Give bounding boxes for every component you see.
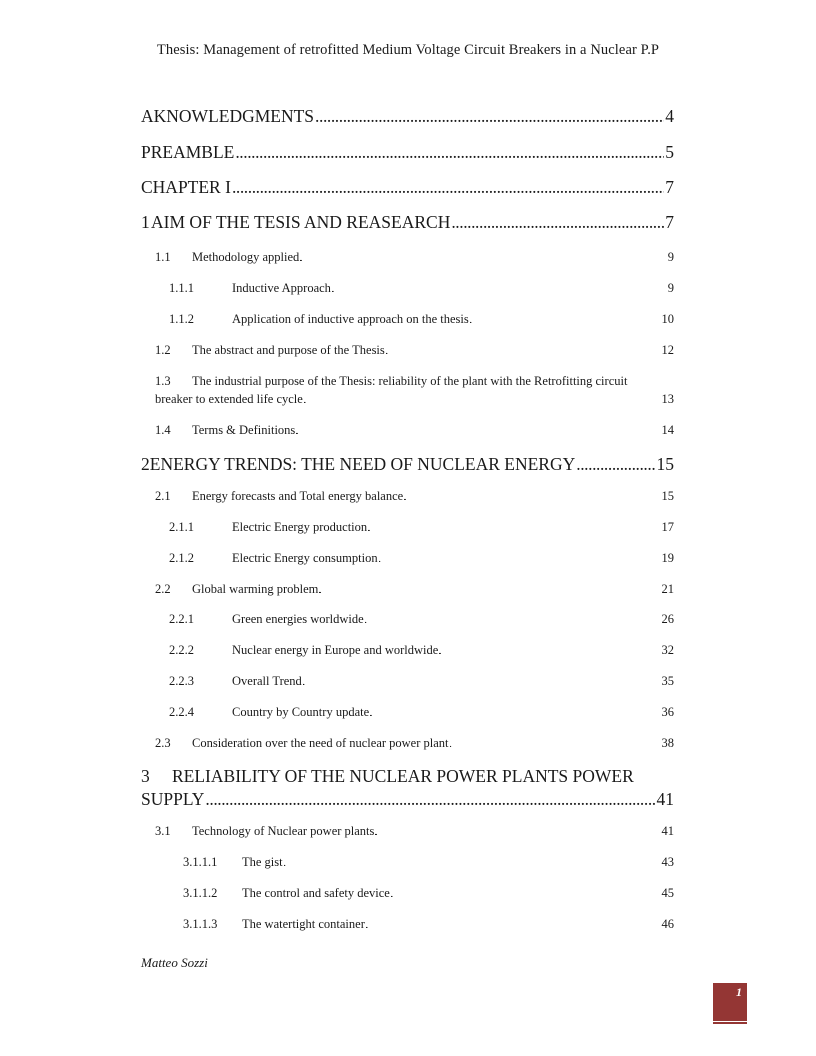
toc-page: 4 (665, 106, 674, 126)
toc-page: 14 (661, 423, 674, 437)
toc-title: Consideration over the need of nuclear power plant (192, 736, 449, 750)
toc-title: ENERGY TRENDS: THE NEED OF NUCLEAR ENERGY (149, 454, 576, 474)
toc-page: 9 (667, 281, 674, 295)
toc-page: 15 (661, 489, 674, 503)
toc-title: PREAMBLE (141, 142, 235, 162)
toc-entry[interactable] (155, 824, 674, 839)
toc-page: 19 (661, 551, 674, 565)
toc-number: 1.3 (155, 374, 171, 388)
toc-entry[interactable] (155, 489, 674, 504)
toc-title: Inductive Approach (232, 281, 331, 295)
toc-number: 1 (141, 212, 150, 232)
toc-page: 15 (656, 454, 674, 474)
toc-entry[interactable] (155, 343, 674, 358)
toc-entry[interactable] (155, 374, 674, 407)
toc-entry[interactable] (183, 886, 674, 901)
toc-title: Terms & Definitions (192, 423, 296, 437)
toc-entry[interactable] (169, 281, 674, 296)
toc-title: The abstract and purpose of the Thesis (192, 343, 385, 357)
toc-number: 3.1.1.3 (183, 917, 218, 931)
toc-number: 2.2.2 (169, 643, 194, 657)
toc-entry[interactable] (183, 917, 674, 932)
toc-page: 46 (661, 917, 674, 931)
toc-title: Technology of Nuclear power plants (192, 824, 375, 838)
toc-title: AKNOWLEDGMENTS (141, 106, 315, 126)
footer-author: Matteo Sozzi (141, 955, 208, 970)
toc-entry[interactable] (155, 582, 674, 597)
toc-entry[interactable] (155, 250, 674, 265)
toc-page: 38 (661, 736, 674, 750)
toc-title: Nuclear energy in Europe and worldwide (232, 643, 439, 657)
toc-number: 1.1 (155, 250, 171, 264)
toc-page: 13 (661, 392, 674, 406)
running-header: Thesis: Management of retrofitted Medium Voltage Circuit Breakers in a Nuclear P.P (156, 42, 660, 58)
toc-number: 2.2.4 (169, 705, 194, 719)
toc-entry[interactable] (155, 736, 674, 751)
toc-number: 1.4 (155, 423, 171, 437)
toc-page: 21 (661, 582, 674, 596)
toc-page: 17 (661, 520, 674, 534)
page-number-badge: 1 (713, 983, 747, 1021)
toc-entry[interactable] (169, 520, 674, 535)
toc-page: 32 (661, 643, 674, 657)
toc-entry[interactable] (169, 551, 674, 566)
toc-number: 2.1.2 (169, 551, 194, 565)
toc-page: 41 (661, 824, 674, 838)
toc-number: 1.1.1 (169, 281, 194, 295)
toc-number: 2.2.1 (169, 612, 194, 626)
toc-number: 2.2 (155, 582, 171, 596)
toc-page: 41 (656, 789, 674, 809)
toc-page: 26 (661, 612, 674, 626)
toc-number: 1.2 (155, 343, 171, 357)
toc-number: 2.2.3 (169, 674, 194, 688)
toc-page: 9 (667, 250, 674, 264)
toc-number: 2 (141, 454, 150, 474)
toc-entry[interactable] (141, 212, 674, 233)
toc-title-continuation: SUPPLY (141, 789, 205, 809)
toc-title: The gist (242, 855, 283, 869)
toc-number: 2.1.1 (169, 520, 194, 534)
toc-title: Energy forecasts and Total energy balance (192, 489, 404, 503)
toc-title: Application of inductive approach on the thesis (232, 312, 469, 326)
toc-page: 36 (661, 705, 674, 719)
toc-number: 2.1 (155, 489, 171, 503)
toc-title: The watertight container (242, 917, 365, 931)
toc-entry[interactable] (169, 612, 674, 627)
toc-entry[interactable] (141, 142, 674, 163)
toc-page: 43 (661, 855, 674, 869)
toc-number: 3.1.1.1 (183, 855, 218, 869)
toc-entry[interactable] (169, 705, 674, 720)
toc-number: 3.1.1.2 (183, 886, 218, 900)
toc-title: Methodology applied (192, 250, 300, 264)
toc-title: Global warming problem (192, 582, 319, 596)
toc-page: 7 (665, 177, 674, 197)
toc-entry[interactable] (141, 454, 674, 475)
toc-title: Overall Trend (232, 674, 302, 688)
toc-title: Electric Energy production (232, 520, 368, 534)
toc-page: 5 (665, 142, 674, 162)
toc-page: 10 (661, 312, 674, 326)
toc-number: 3.1 (155, 824, 171, 838)
toc-entry[interactable] (169, 674, 674, 689)
toc-entry[interactable] (141, 177, 674, 198)
toc-title: Green energies worldwide (232, 612, 364, 626)
toc-page: 12 (661, 343, 674, 357)
toc-entry[interactable] (169, 312, 674, 327)
toc-page: 45 (661, 886, 674, 900)
toc-title: RELIABILITY OF THE NUCLEAR POWER PLANTS POWER (172, 766, 634, 786)
toc-entry[interactable] (141, 106, 674, 127)
toc-entry[interactable] (155, 423, 674, 438)
toc-page: 7 (665, 212, 674, 232)
toc-title: The control and safety device (242, 886, 390, 900)
toc-title: Country by Country update (232, 705, 370, 719)
toc-number: 2.3 (155, 736, 171, 750)
toc-title: The industrial purpose of the Thesis: reliability of the plant with the Retrofitting circuit (192, 374, 628, 388)
toc-page: 35 (661, 674, 674, 688)
toc-title: AIM OF THE TESIS AND REASEARCH (151, 212, 451, 232)
toc-entry[interactable] (169, 643, 674, 658)
toc-title: CHAPTER I (141, 177, 231, 197)
toc-number: 3 (141, 766, 150, 786)
toc-title-continuation: breaker to extended life cycle (155, 392, 303, 406)
toc-number: 1.1.2 (169, 312, 194, 326)
toc-entry[interactable] (141, 766, 674, 810)
toc-title: Electric Energy consumption (232, 551, 378, 565)
toc-entry[interactable] (183, 855, 674, 870)
